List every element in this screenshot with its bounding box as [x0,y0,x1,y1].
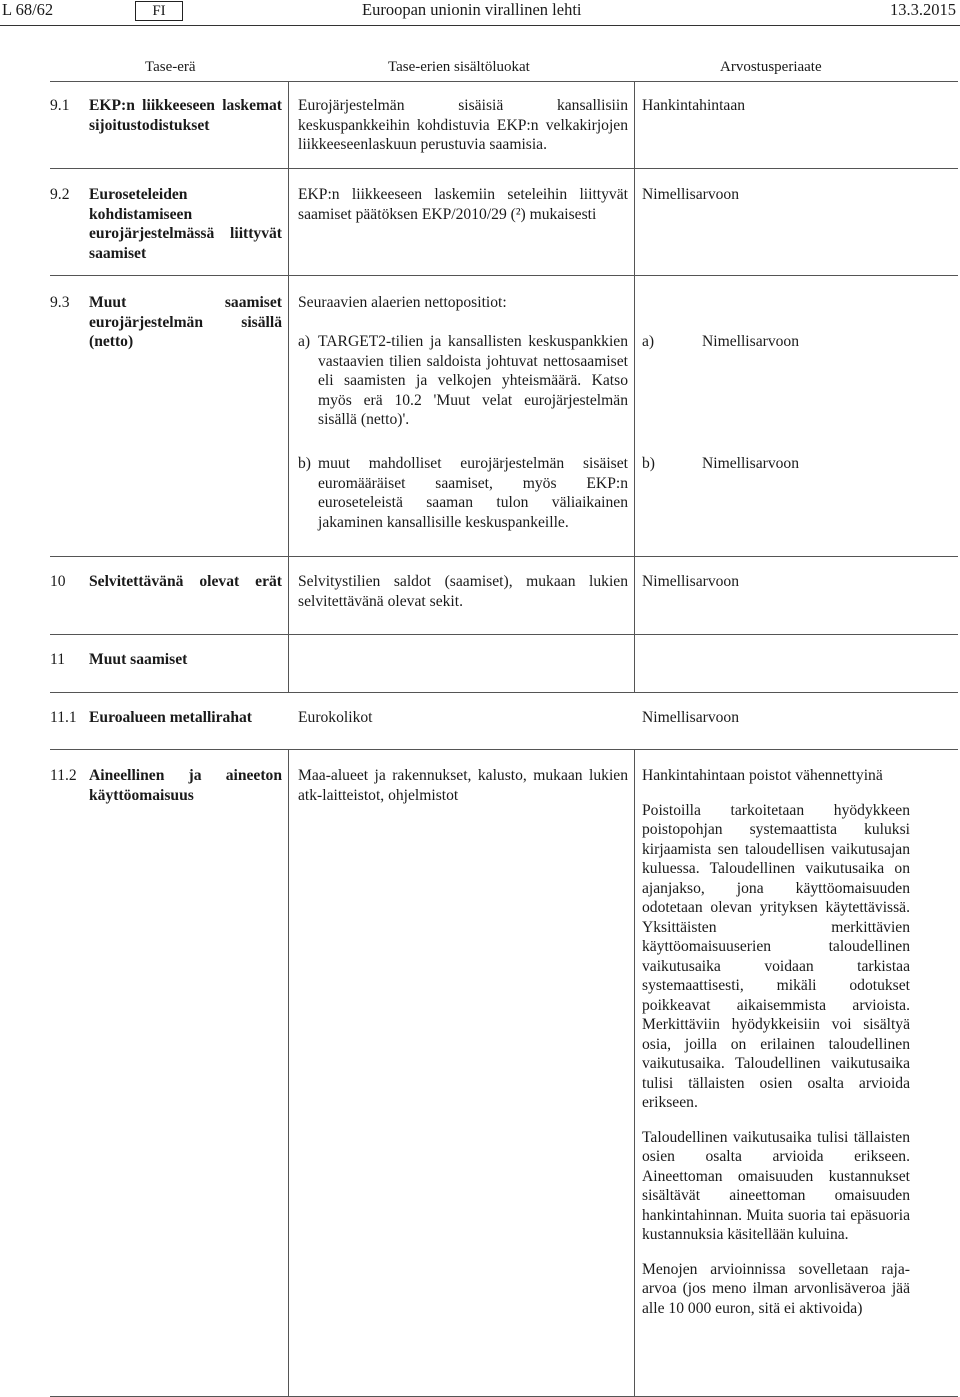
content-intro: Seuraavien alaerien nettopositiot: [298,294,507,311]
sub-item-text: TARGET2-tilien ja kansallisten keskuspankkien vastaavien tilien saldoista johtuvat nettosaamiset eli saamisten ja velkojen yhteismäärä. Katso myös erä 10.2 'Muut velat eurojärjestelmän sisällä (netto)'. [318,333,628,428]
sub-item-b [298,454,628,534]
table-row-9-3 [50,275,958,556]
item-content: Selvitystilien saldot (saamiset), mukaan lukien selvitettävänä olevat sekit. [298,573,628,610]
item-content: EKP:n liikkeeseen laskemiin seteleihin liittyvät saamiset päätöksen EKP/2010/29 (²) mukaisesti [298,186,628,223]
sub-item-a [298,332,628,432]
valuation-table [50,55,958,1397]
table-header [50,55,958,81]
principle-paragraph: Poistoilla tarkoitetaan hyödykkeen poistopohjan systemaattista kuluksi kirjaamista sen taloudellisen vaikutusajan kuluessa. Taloudellinen vaikutusaika on ajanjakso, jona käyttöomaisuuden odotetaan olevan yrityksen käytettävissä. Yksittäisten merkittävien käyttöomaisuuserien taloudellinen vaikutusaika voidaan tarkistaa systemaattisesti, mikäli odotukset poikkeavat aikaisemmista arvioista. Merkittäviin hyödykkeisiin voi sisältyä osia, joilla on erilainen taloudellinen vaikutusaika. Taloudellinen vaikutusaika tulisi tällaisten osien osalta arvioida erikseen. [642,801,910,1111]
principle-paragraph: Taloudellinen vaikutusaika tulisi tällaisten osien osalta arvioida erikseen. Aineettoman omaisuuden kustannukset sisältävät aineettoman omaisuuden hankintahinnan. Muita suoria tai epäsuoria kustannuksia käsitellään kuluina. [642,1128,910,1243]
principle-text: Nimellisarvoon [702,455,800,472]
item-number: 11.2 [50,767,77,784]
item-number: 11.1 [50,709,77,726]
publication-date: 13.3.2015 [890,0,956,19]
item-name: Muut saamiset eurojärjestelmän sisällä (netto) [89,294,282,350]
item-principle: Nimellisarvoon [642,573,740,590]
item-name: Euroalueen metallirahat [89,709,253,726]
table-row-11-1 [50,692,958,749]
item-principle: Nimellisarvoon [642,709,740,726]
item-name: Aineellinen ja aineeton käyttöomaisuus [89,767,282,804]
item-name: Selvitettävänä olevat erät [89,573,282,590]
table-row-9-2 [50,168,958,275]
item-content: Eurojärjestelmän sisäisiä kansallisiin keskuspankkeihin kohdistuvia EKP:n velkakirjojen liikkeeseenlaskuun perustuvia saamisia. [298,97,628,153]
item-principle: Nimellisarvoon [642,186,740,203]
column-header-principle: Arvostusperiaate [720,59,822,75]
item-name: EKP:n liikkeeseen laskemat sijoitustodistukset [89,97,282,134]
item-content: Maa-alueet ja rakennukset, kalusto, mukaan lukien atk-laitteistot, ohjelmistot [298,767,628,804]
table-row-10 [50,556,958,634]
item-name: Muut saamiset [89,651,188,668]
principle-b [642,454,910,474]
item-number: 9.2 [50,186,70,203]
principle-marker: b) [642,455,655,472]
item-content: Eurokolikot [298,709,373,726]
item-number: 9.1 [50,97,70,114]
table-row-11 [50,634,958,692]
journal-title: Euroopan unionin virallinen lehti [362,0,582,19]
item-content [298,293,628,553]
principle-marker: a) [642,333,655,350]
principle-paragraph: Hankintahintaan poistot vähennettyinä [642,767,883,784]
sub-item-marker: a) [298,333,311,350]
item-number: 11 [50,651,66,668]
item-principle [642,766,910,1318]
column-header-item: Tase-erä [145,59,196,75]
column-header-content: Tase-erien sisältöluokat [388,59,530,75]
item-number: 10 [50,573,66,590]
item-name: Euroseteleiden kohdistamiseen eurojärjestelmässä liittyvät saamiset [89,186,282,262]
item-principle: Hankintahintaan [642,97,746,114]
sub-item-marker: b) [298,455,311,472]
principle-paragraph: Menojen arvioinnissa sovelletaan raja-arvoa (jos meno ilman arvonlisäveroa jää alle 10 000 euron, sitä ei aktivoida) [642,1260,910,1317]
page-header [0,0,960,28]
language-badge: FI [135,1,183,21]
table-row-11-2 [50,749,958,1397]
principle-text: Nimellisarvoon [702,333,800,350]
page-reference: L 68/62 [2,0,54,19]
header-divider [0,25,960,26]
principle-a [642,332,910,352]
sub-item-text: muut mahdolliset eurojärjestelmän sisäiset euromääräiset saamiset, myös EKP:n euroseteleistä saaman tulon väliaikainen jakaminen kansallisille keskuspankeille. [318,455,628,531]
table-row-9-1 [50,81,958,168]
item-number: 9.3 [50,294,70,311]
